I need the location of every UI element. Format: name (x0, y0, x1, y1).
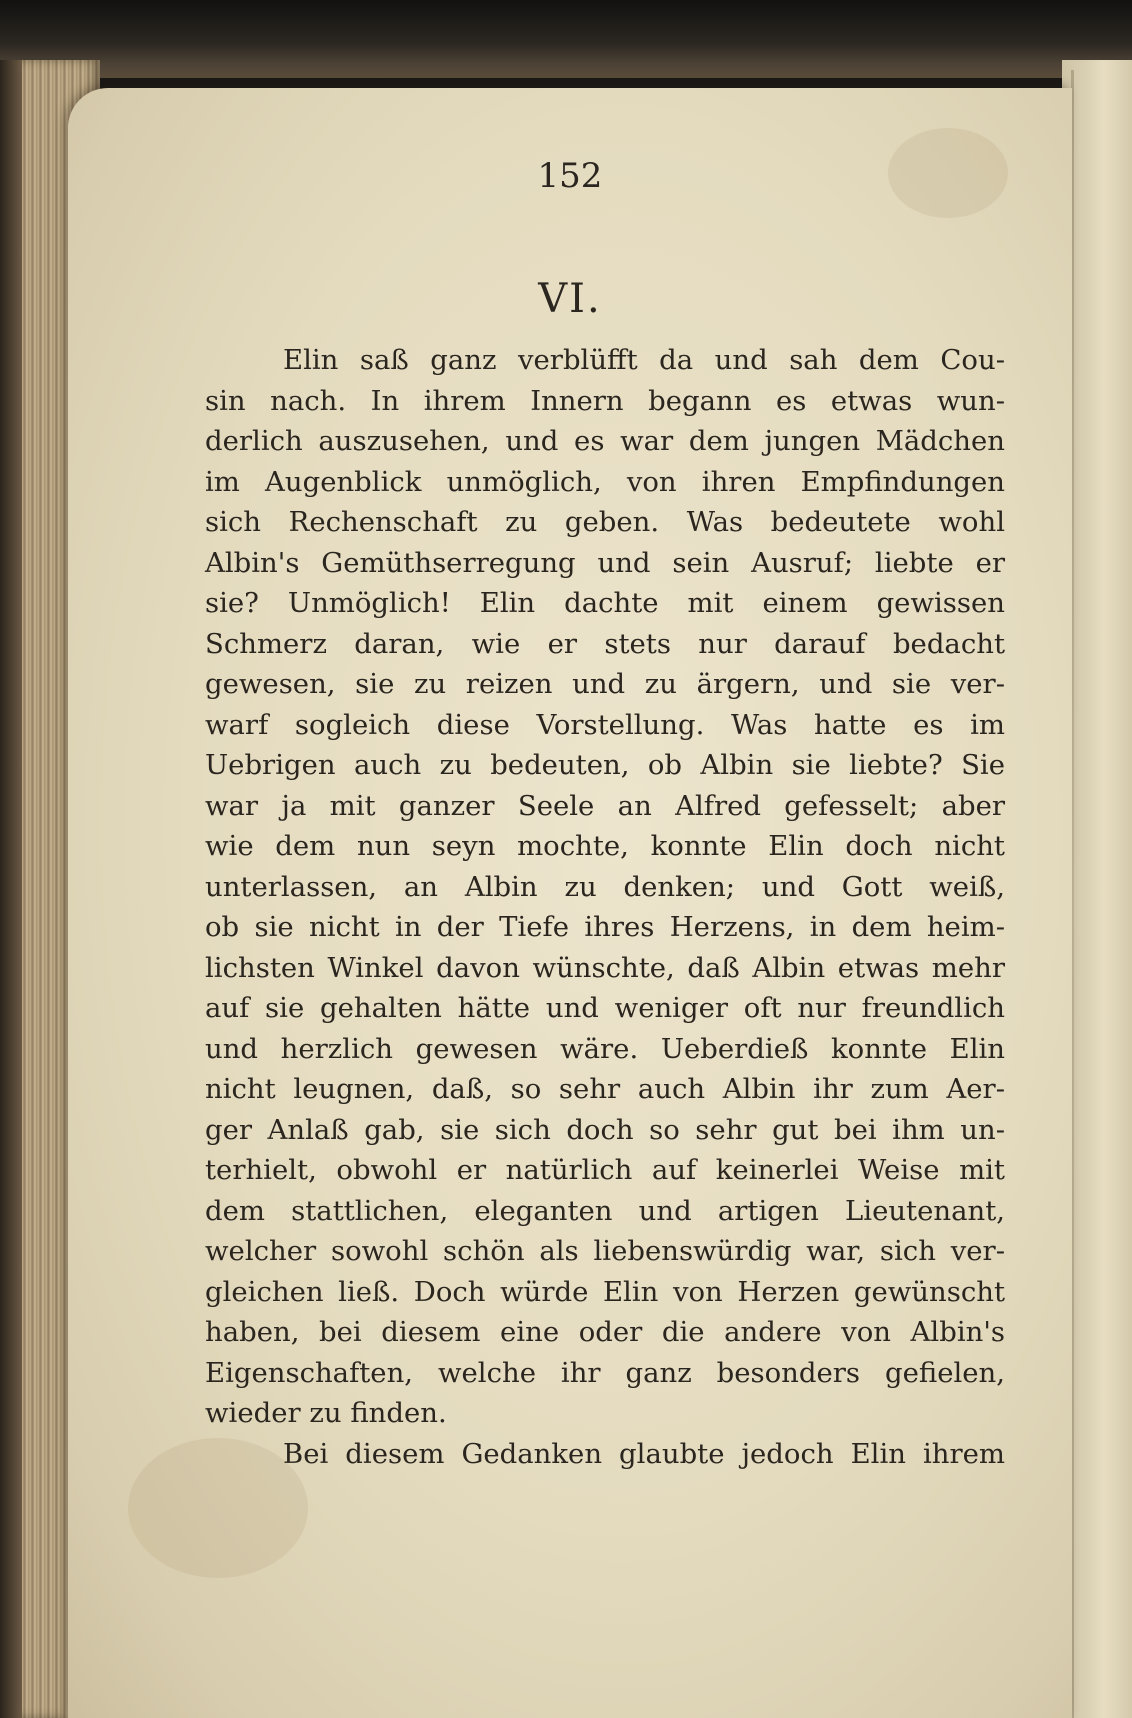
text-line: wieder zu finden. (205, 1397, 447, 1429)
text-line: nicht leugnen, daß, so sehr auch Albin ihr zum Aer- (205, 1073, 1005, 1105)
book-page (68, 88, 1072, 1718)
text-line: unterlassen, an Albin zu denken; und Gott weiß, (205, 870, 1005, 903)
text-line: Albin's Gemüthserregung und sein Ausruf; liebte er (205, 546, 1005, 579)
book-cover-edge (0, 0, 1132, 78)
text-line: sich Rechenschaft zu geben. Was bedeutete wohl (205, 506, 1005, 538)
text-line: im Augenblick unmöglich, von ihren Empfindungen (205, 465, 1005, 498)
text-line: Schmerz daran, wie er stets nur darauf bedacht (205, 627, 1005, 660)
text-line: auf sie gehalten hätte und weniger oft nur freundlich (205, 992, 1005, 1024)
text-line: Bei diesem Gedanken glaubte jedoch Elin ihrem (283, 1437, 1005, 1470)
text-line: und herzlich gewesen wäre. Ueberdieß konnte Elin (205, 1032, 1005, 1065)
text-line: welcher sowohl schön als liebenswürdig war, sich ver- (205, 1235, 1005, 1267)
text-line: terhielt, obwohl er natürlich auf keinerlei Weise mit (205, 1154, 1005, 1186)
text-line: war ja mit ganzer Seele an Alfred gefesselt; aber (205, 789, 1005, 822)
text-line: ger Anlaß gab, sie sich doch so sehr gut bei ihm un- (205, 1113, 1005, 1146)
text-line: gewesen, sie zu reizen und zu ärgern, und sie ver- (205, 668, 1005, 700)
chapter-heading: VI. (538, 276, 602, 322)
text-line: warf sogleich diese Vorstellung. Was hatte es im (205, 708, 1005, 741)
body-text (205, 340, 1005, 1474)
text-line: derlich auszusehen, und es war dem jungen Mädchen (205, 425, 1005, 457)
page-number: 152 (537, 156, 603, 196)
text-line: gleichen ließ. Doch würde Elin von Herzen gewünscht (205, 1275, 1005, 1308)
text-line: Uebrigen auch zu bedeuten, ob Albin sie liebte? Sie (205, 749, 1005, 781)
text-line: ob sie nicht in der Tiefe ihres Herzens, in dem heim- (205, 911, 1005, 943)
text-line: dem stattlichen, eleganten und artigen Lieutenant, (205, 1194, 1005, 1227)
text-line: wie dem nun seyn mochte, konnte Elin doch nicht (205, 830, 1005, 862)
text-line: sin nach. In ihrem Innern begann es etwas wun- (205, 384, 1005, 417)
text-line: sie? Unmöglich! Elin dachte mit einem gewissen (205, 587, 1005, 619)
text-line: Elin saß ganz verblüfft da und sah dem Cou- (283, 344, 1005, 376)
text-line: Eigenschaften, welche ihr ganz besonders gefielen, (205, 1356, 1005, 1389)
binding-shadow (0, 60, 22, 1718)
text-line: lichsten Winkel davon wünschte, daß Albin etwas mehr (205, 951, 1005, 984)
text-line: haben, bei diesem eine oder die andere von Albin's (205, 1316, 1005, 1348)
